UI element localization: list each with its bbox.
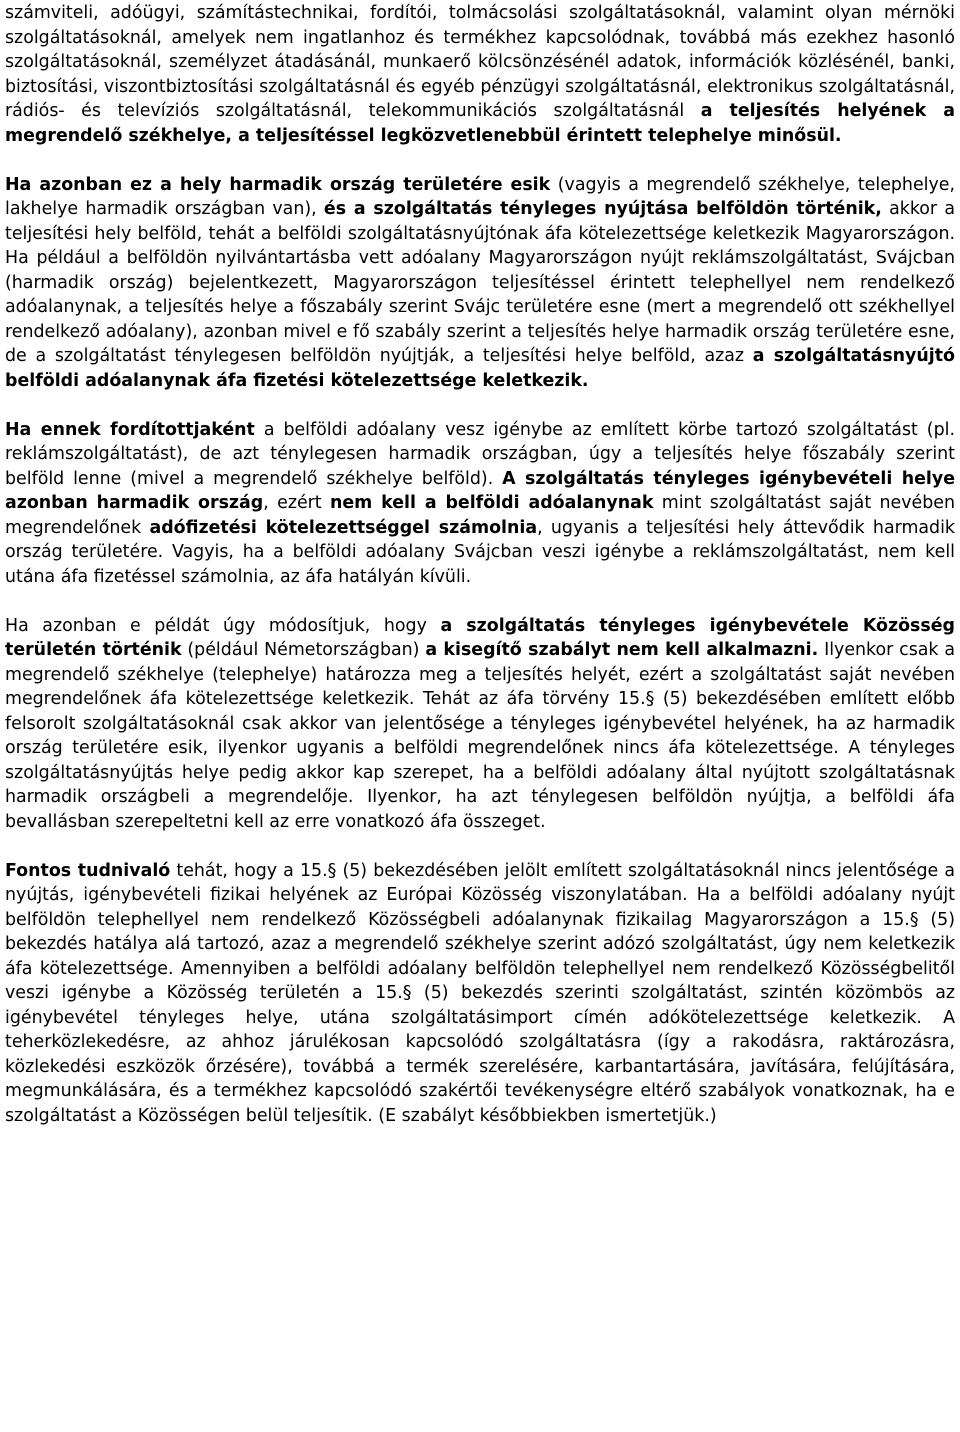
text-segment: mint szolgáltatást saját nevében megrendelőnek (5, 493, 955, 538)
text-segment: akkor a teljesítési hely belföld, tehát a belföldi szolgáltatásnyújtónak áfa kötelezettsége keletkezik Magyarországon. Ha például a belföldön nyilvántartásba vett adóalany Magyarországon nyújt reklámszolgáltatást, Svájcban (harmadik ország) bejelentkezett, Magyarországon teljesítéssel érintett telephellyel nem rendelkező adóalanynak, a teljesítés helye a főszabály szerint Svájc területére esne (mert a megrendelő ott székhellyel rendelkező adóalany), azonban mivel e fő szabály szerint a teljesítés helye harmadik ország területére esne, de a szolgáltatást ténylegesen belföldön nyújtják, a teljesítési helye belföld, azaz (5, 199, 956, 366)
bold-text-segment: adófizetési kötelezettséggel számolnia (149, 517, 538, 538)
paragraph-intro-rules (5, 1, 955, 148)
text-segment: Ha azonban e példát úgy módosítjuk, hogy (5, 615, 441, 636)
text-segment: számviteli, adóügyi, számítástechnikai, fordítói, tolmácsolási szolgáltatásoknál, valamint olyan mérnöki szolgáltatásoknál, amelyek nem ingatlanhoz és termékhez kapcsolódnak, továbbá más ezekhez hasonló szolgáltatásoknál, személyzet átadásánál, munkaerő kölcsönzésénél adatok, információk közlésénél, banki, biztosítási, viszontbiztosítási szolgáltatásnál és egyéb pénzügyi szolgáltatásnál, elektronikus szolgáltatásnál, rádiós- és televíziós szolgáltatásnál, telekommunikációs szolgáltatásnál (5, 3, 955, 121)
bold-text-segment: A szolgáltatás tényleges igénybevételi helye azonban harmadik ország (5, 468, 956, 513)
bold-text-segment: Fontos tudnivaló (5, 860, 171, 881)
bold-text-segment: a teljesítés helyének a megrendelő székhelye, a teljesítéssel legközvetlenebbül érintett telephelye minősül. (5, 101, 955, 146)
text-segment: , ezért (263, 493, 330, 513)
paragraph-third-country (5, 173, 955, 394)
bold-text-segment: és a szolgáltatás tényleges nyújtása belföldön történik, (323, 199, 882, 219)
bold-text-segment: nem kell a belföldi adóalanynak (329, 493, 654, 513)
bold-text-segment: a szolgáltatás tényleges igénybevétele Közösség területén történik (5, 615, 955, 660)
text-segment: tehát, hogy a 15.§ (5) bekezdésében jelölt említett szolgáltatásoknál nincs jelentősége a nyújtás, igénybevételi fizikai helyének az Európai Közösség viszonylatában. Ha a belföldi adóalany nyújt belföldön telephellyel nem rendelkező Közösségbeli adóalanynak fizikailag Magyarországon a 15.§ (5) bekezdés hatálya alá tartozó, azaz a megrendelő székhelye szerint adózó szolgáltatást, úgy nem keletkezik áfa kötelezettsége. Amennyiben a belföldi adóalany belföldön telephellyel nem rendelkező Közösségbelitől veszi igénybe a Közösség területén a 15.§ (5) bekezdés szerinti szolgáltatást, szintén közömbös az igénybevétel tényleges helye, utána szolgáltatásimport címén adókötelezettsége keletkezik. A teherközlekedésre, az ahhoz járulékosan kapcsolódó szolgáltatásra (így a rakodásra, raktározásra, közlekedési eszközök őrzésére), továbbá a termék szerelésére, karbantartására, javítására, felújítására, megmunkálására, és a termékhez kapcsolódó szakértői tevékenységre eltérő szabályok vonatkoznak, ha e szolgáltatást a Közösségen belül teljesítik. (E szabályt későbbiekben ismertetjük.) (5, 860, 955, 1126)
bold-text-segment: a szolgáltatásnyújtó belföldi adóalanynak áfa fizetési kötelezettsége keletkezik. (5, 346, 955, 391)
bold-text-segment: Ha ennek fordítottjaként (5, 419, 255, 440)
bold-text-segment: a kisegítő szabályt nem kell alkalmazni. (425, 640, 819, 660)
text-segment: Ilyenkor csak a megrendelő székhelye (telephelye) határozza meg a teljesítés helyét, ezért a szolgáltatást saját nevében megrendelőnek áfa kötelezettsége keletkezik. Tehát az áfa törvény 15.§ (5) bekezdésében említett előbb felsorolt szolgáltatásoknál csak akkor van jelentősége a tényleges igénybevétel helyének, ha az harmadik ország területére esik, ilyenkor ugyanis a belföldi megrendelőnek nincs áfa kötelezettsége. A tényleges szolgáltatásnyújtás helye pedig akkor kap szerepet, ha a belföldi adóalany által nyújtott szolgáltatásnak harmadik országbeli a megrendelője. Ilyenkor, ha azt ténylegesen belföldön nyújtja, a belföldi áfa bevallásban szerepeltetni kell az erre vonatkozó áfa összeget. (5, 640, 955, 832)
text-segment: (vagyis a megrendelő székhelye, telephelye, lakhelye harmadik országban van), (5, 174, 955, 219)
bold-text-segment: Ha azonban ez a hely harmadik ország területére esik (5, 174, 551, 195)
text-segment: (például Németországban) (181, 640, 426, 660)
paragraph-important-note (5, 859, 955, 1129)
text-segment: a belföldi adóalany vesz igénybe az említett körbe tartozó szolgáltatást (pl. reklámszolgáltatást), de azt ténylegesen harmadik országban, úgy a teljesítés helye főszabály szerint belföld lenne (mivel a megrendelő székhelye belföld). (5, 419, 955, 489)
text-segment: , ugyanis a teljesítési hely áttevődik harmadik ország területére. Vagyis, ha a belföldi adóalany Svájcban veszi igénybe a reklámszolgáltatást, nem kell utána áfa fizetéssel számolnia, az áfa hatályán kívüli. (5, 517, 955, 587)
paragraph-community-example (5, 614, 955, 835)
paragraph-reverse-case (5, 418, 955, 590)
